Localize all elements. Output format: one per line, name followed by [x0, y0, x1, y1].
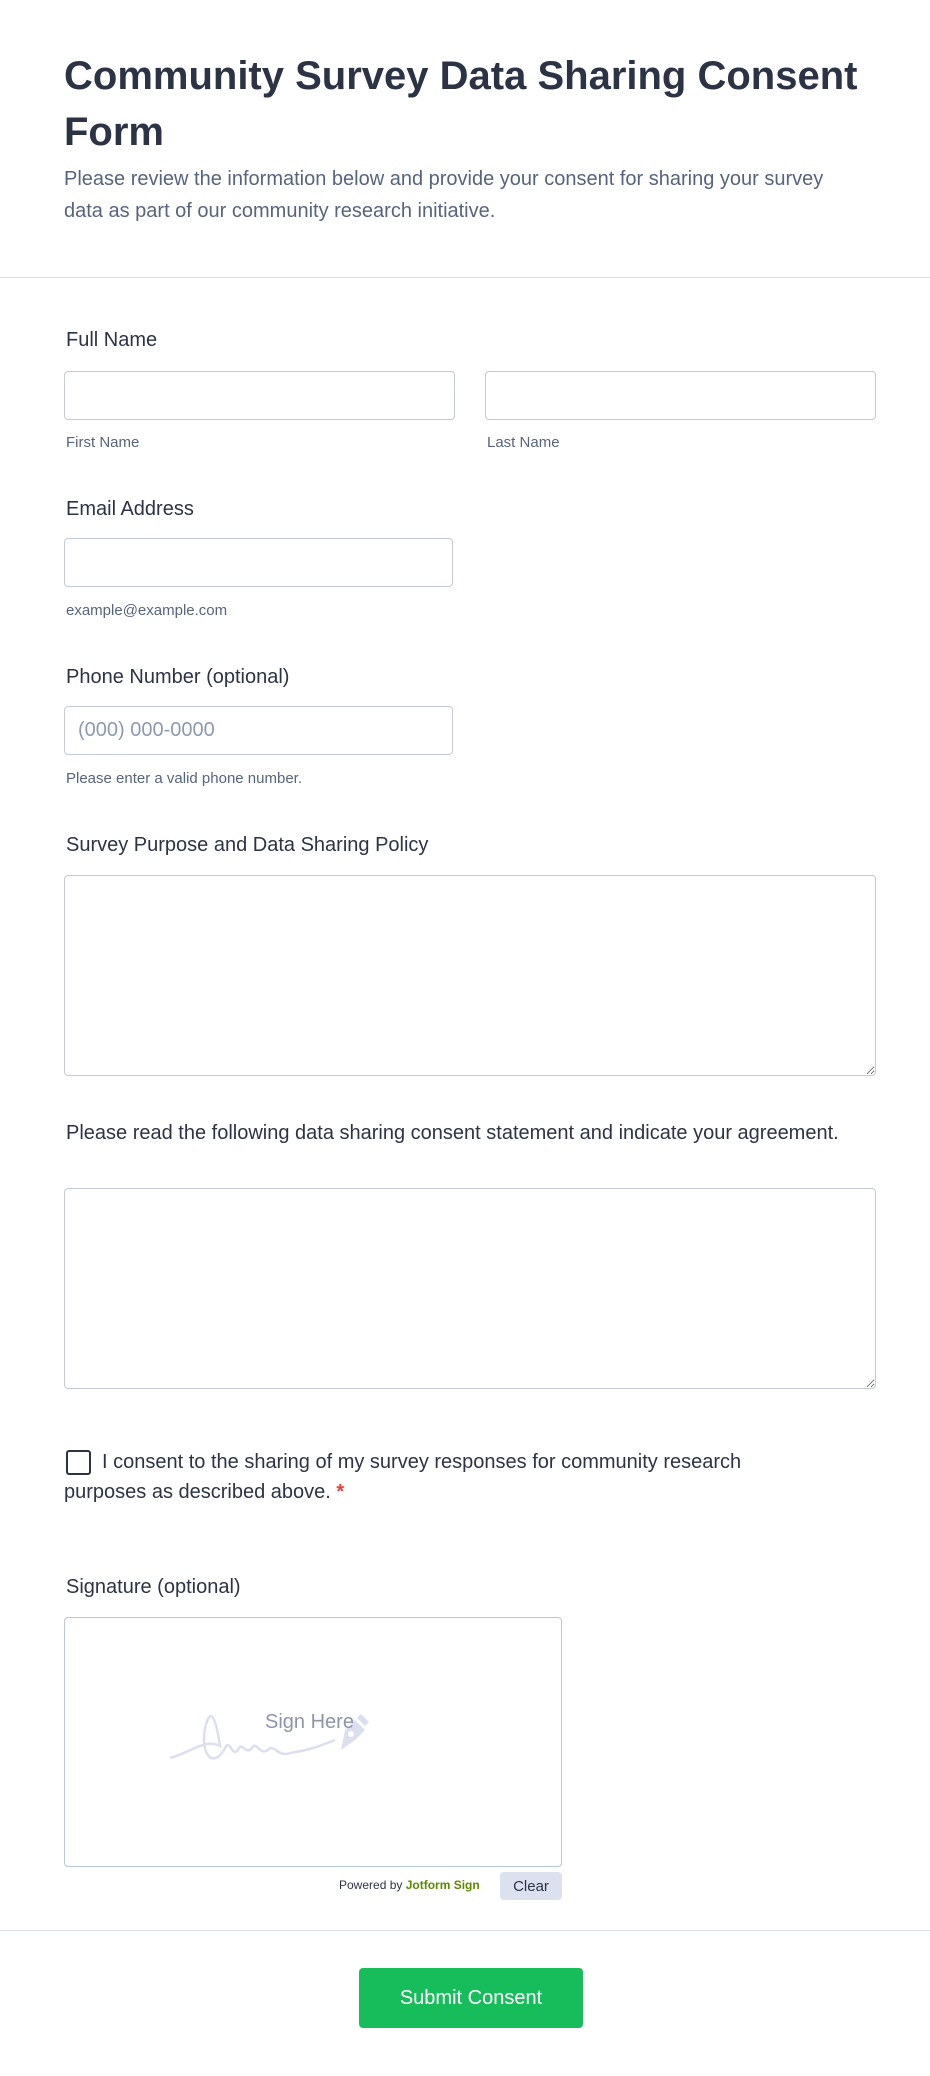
- signature-pad[interactable]: [64, 1617, 562, 1867]
- last-name-sublabel: Last Name: [487, 434, 560, 451]
- policy-label: Survey Purpose and Data Sharing Policy: [66, 834, 429, 856]
- powered-by-text: Powered by: [339, 1878, 403, 1892]
- submit-button[interactable]: Submit Consent: [359, 1968, 583, 2028]
- page-description: Please review the information below and provide your consent for sharing your survey data as part of our community research initiative.: [64, 168, 824, 222]
- email-label: Email Address: [66, 498, 194, 520]
- phone-sublabel: Please enter a valid phone number.: [66, 770, 302, 787]
- last-name-input[interactable]: [485, 371, 876, 420]
- email-sublabel: example@example.com: [66, 602, 228, 619]
- phone-input[interactable]: [64, 706, 453, 755]
- phone-label: Phone Number (optional): [66, 666, 290, 688]
- statement-textarea[interactable]: [64, 1188, 876, 1389]
- policy-textarea[interactable]: [64, 875, 876, 1076]
- footer-divider: [0, 1930, 930, 1931]
- header-divider: [0, 277, 930, 278]
- consent-label: I consent to the sharing of my survey responses for community research purposes as described above.: [64, 1451, 742, 1503]
- first-name-sublabel: First Name: [66, 434, 140, 451]
- consent-text: [64, 1447, 824, 1507]
- clear-signature-button[interactable]: Clear: [500, 1872, 562, 1900]
- statement-label: Please read the following data sharing consent statement and indicate your agreement.: [66, 1122, 839, 1144]
- jotform-sign-link[interactable]: Jotform Sign: [405, 1878, 480, 1892]
- first-name-input[interactable]: [64, 371, 455, 420]
- email-input[interactable]: [64, 538, 453, 587]
- sign-here-placeholder: Sign Here: [265, 1711, 354, 1733]
- full-name-label: Full Name: [66, 329, 158, 351]
- powered-by: [339, 1878, 480, 1892]
- signature-label: Signature (optional): [66, 1576, 241, 1598]
- consent-checkbox[interactable]: [66, 1450, 91, 1475]
- page-title: Community Survey Data Sharing Consent Form: [64, 54, 858, 154]
- required-asterisk: *: [336, 1481, 345, 1503]
